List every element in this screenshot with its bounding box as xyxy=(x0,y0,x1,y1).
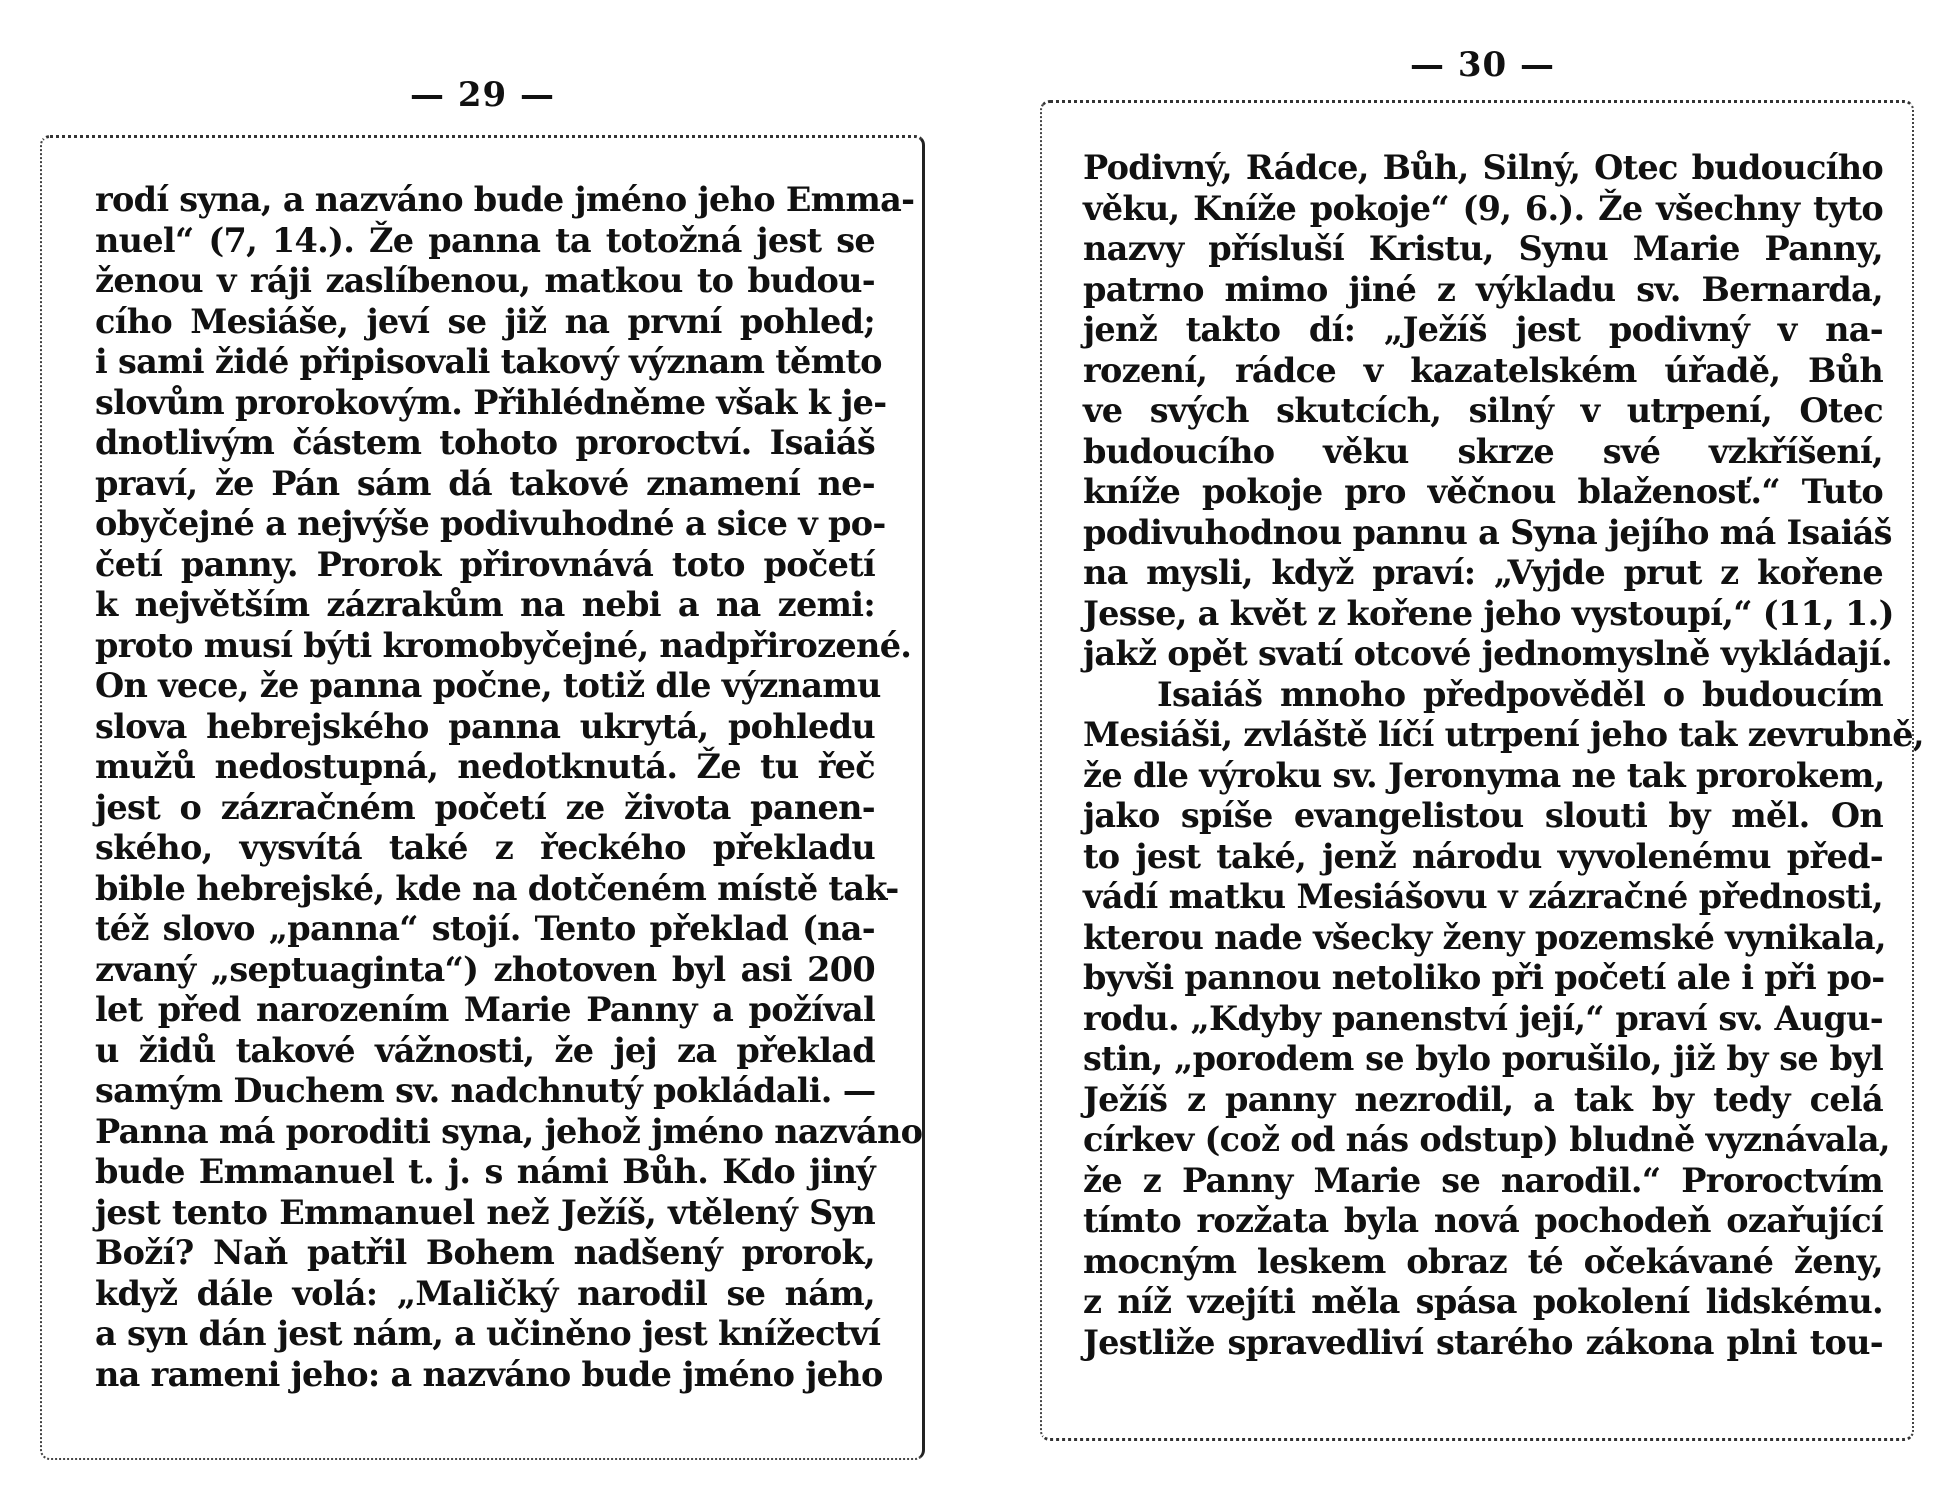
text-line: byvši pannou netoliko při početí ale i při po- xyxy=(1083,958,1885,997)
text-line: praví, že Pán sám dá takové znamení ne- xyxy=(95,463,875,503)
text-line: patrno mimo jiné z výkladu sv. Bernarda, xyxy=(1083,269,1883,309)
text-line: slova hebrejského panna ukrytá, pohledu xyxy=(95,706,875,746)
text-line: bible hebrejské, kde na dotčeném místě tak- xyxy=(95,868,899,908)
text-line: Boží? Naň patřil Bohem nadšený prorok, xyxy=(95,1233,875,1272)
text-line: budoucího věku skrze své vzkříšení, xyxy=(1083,431,1883,471)
text-line: Podivný, Rádce, Bůh, Silný, Otec budoucího xyxy=(1083,148,1883,187)
left-page xyxy=(0,0,960,1500)
text-line: Panna má poroditi syna, jehož jméno nazváno xyxy=(95,1111,923,1151)
text-line: stin, „porodem se bylo porušilo, již by se byl xyxy=(1083,1039,1883,1078)
text-line: obyčejné a nejvýše podivuhodné a sice v po- xyxy=(95,504,886,543)
text-line: že z Panny Marie se narodil.“ Proroctvím xyxy=(1083,1160,1883,1200)
text-line: podivuhodnou pannu a Syna jejího má Isaiáš xyxy=(1083,512,1892,552)
page-number-left: — 29 — xyxy=(410,75,555,115)
text-line: dnotlivým částem tohoto proroctví. Isaiáš xyxy=(95,423,875,462)
text-line: rození, rádce v kazatelském úřadě, Bůh xyxy=(1083,350,1883,390)
text-line: věku, Kníže pokoje“ (9, 6.). Že všechny tyto xyxy=(1083,188,1883,228)
text-line: ského, vysvítá také z řeckého překladu xyxy=(95,828,875,867)
text-line: mocným leskem obraz té očekávané ženy, xyxy=(1083,1241,1883,1281)
page-number-right: — 30 — xyxy=(1410,45,1555,85)
text-line: též slovo „panna“ stojí. Tento překlad (na- xyxy=(95,909,875,948)
text-line: bude Emmanuel t. j. s námi Bůh. Kdo jiný xyxy=(95,1152,875,1191)
text-line: a syn dán jest nám, a učiněno jest knížectví xyxy=(95,1314,881,1353)
text-line: Jesse, a květ z kořene jeho vystoupí,“ (11, 1.) xyxy=(1083,593,1894,633)
text-line: vádí matku Mesiášovu v zázračné přednosti, xyxy=(1083,877,1883,916)
text-line: Jestliže spravedliví starého zákona plni tou- xyxy=(1083,1322,1883,1362)
text-line: Isaiáš mnoho předpověděl o budoucím xyxy=(1157,674,1883,714)
text-line: to jest také, jenž národu vyvolenému před- xyxy=(1083,836,1883,876)
text-line: let před narozením Marie Panny a požíval xyxy=(95,990,875,1029)
text-line: Mesiáši, zvláště líčí utrpení jeho tak zevrubně, xyxy=(1083,715,1924,754)
text-line: u židů takové vážnosti, že jej za překlad xyxy=(95,1030,875,1070)
text-line: tímto rozžata byla nová pochodeň ozařující xyxy=(1083,1201,1883,1240)
text-line: k největším zázrakům na nebi a na zemi: xyxy=(95,585,875,624)
text-line: slovům prorokovým. Přihlédněme však k je- xyxy=(95,382,887,422)
text-line: jakž opět svatí otcové jednomyslně vykládají. xyxy=(1083,634,1892,673)
text-line: na rameni jeho: a nazváno bude jméno jeho xyxy=(95,1354,883,1394)
text-line: kníže pokoje pro věčnou blaženosť.“ Tuto xyxy=(1083,472,1883,511)
text-line: jenž takto dí: „Ježíš jest podivný v na- xyxy=(1083,310,1883,349)
text-line: církev (což od nás odstup) bludně vyznávala, xyxy=(1083,1120,1890,1159)
right-page xyxy=(1000,0,1954,1500)
text-line: ve svých skutcích, silný v utrpení, Otec xyxy=(1083,391,1883,430)
text-line: jest tento Emmanuel než Ježíš, vtělený Syn xyxy=(95,1192,875,1232)
text-line: i sami židé připisovali takový význam těmto xyxy=(95,342,882,381)
text-line: jako spíše evangelistou slouti by měl. On xyxy=(1083,796,1883,835)
text-line: na mysli, když praví: „Vyjde prut z kořene xyxy=(1083,553,1883,592)
text-line: mužů nedostupná, nedotknutá. Že tu řeč xyxy=(95,747,875,786)
text-line: když dále volá: „Maličký narodil se nám, xyxy=(95,1273,875,1313)
text-block-left xyxy=(95,180,923,1395)
text-line: z níž vzejíti měla spása pokolení lidskému. xyxy=(1083,1282,1883,1321)
text-line: četí panny. Prorok přirovnává toto početí xyxy=(95,544,875,584)
text-line: zvaný „septuaginta“) zhotoven byl asi 200 xyxy=(95,949,875,989)
text-line: Ježíš z panny nezrodil, a tak by tedy celá xyxy=(1083,1079,1883,1119)
text-line: cího Mesiáše, jeví se již na první pohled; xyxy=(95,301,875,341)
text-line: že dle výroku sv. Jeronyma ne tak prorokem, xyxy=(1083,755,1885,795)
text-line: proto musí býti kromobyčejné, nadpřirozené. xyxy=(95,625,912,665)
text-line: jest o zázračném početí ze života panen- xyxy=(95,787,875,827)
text-line: rodu. „Kdyby panenství její,“ praví sv. Augu- xyxy=(1083,998,1883,1038)
text-line: On vece, že panna počne, totiž dle významu xyxy=(95,666,881,705)
text-line: kterou nade všecky ženy pozemské vynikala, xyxy=(1083,917,1886,957)
text-line: samým Duchem sv. nadchnutý pokládali. — xyxy=(95,1071,876,1110)
text-line: nuel“ (7, 14.). Že panna ta totožná jest se xyxy=(95,220,875,260)
text-line: ženou v ráji zaslíbenou, matkou to budou- xyxy=(95,261,875,300)
text-line: rodí syna, a nazváno bude jméno jeho Emma- xyxy=(95,180,915,219)
text-block-right xyxy=(1083,148,1924,1363)
text-line: nazvy přísluší Kristu, Synu Marie Panny, xyxy=(1083,229,1883,268)
